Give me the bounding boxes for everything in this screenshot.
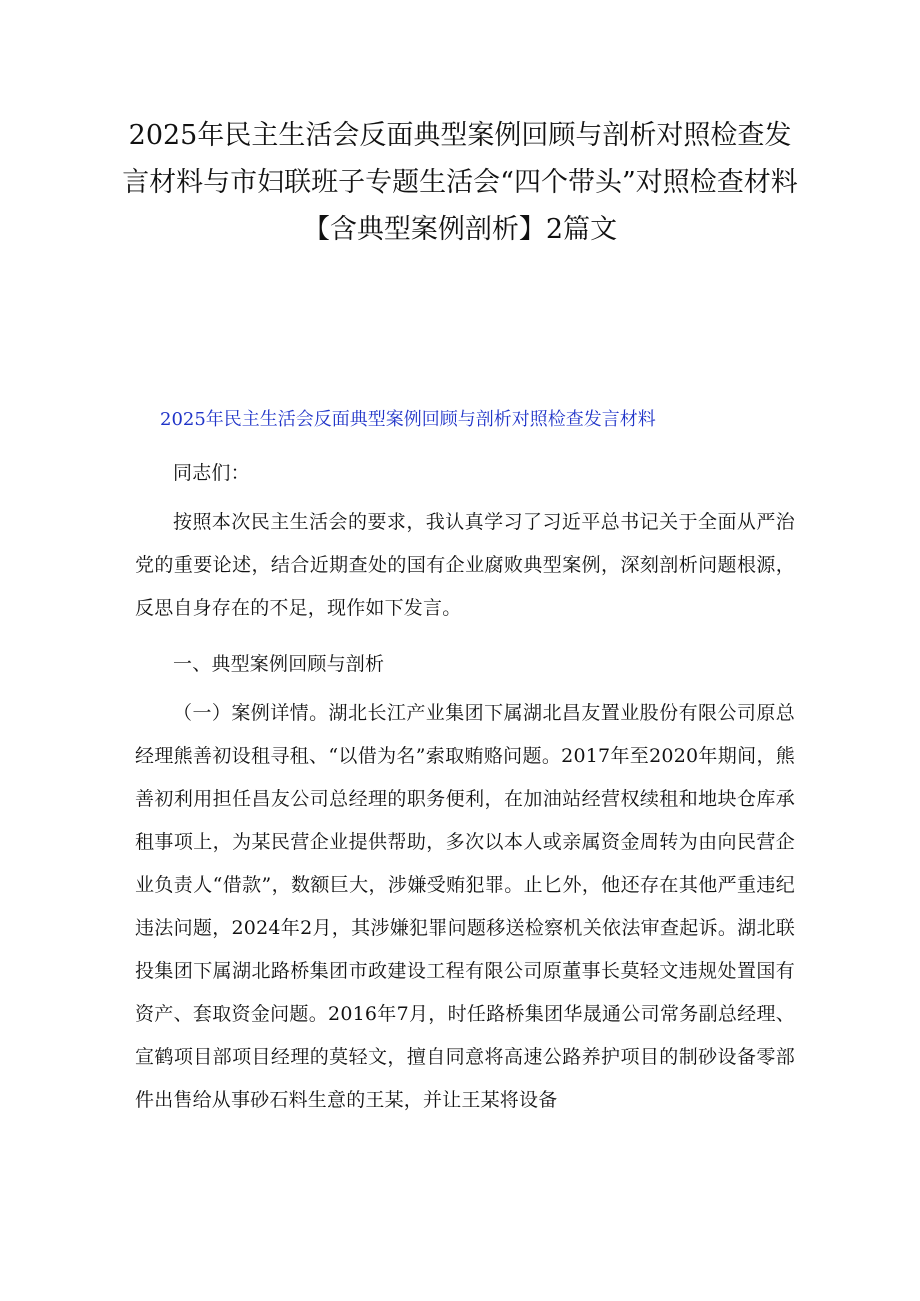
section-heading: 2025年民主生活会反面典型案例回顾与剖析对照检查发言材料 <box>160 409 656 430</box>
paragraph-section-one-heading: 一、典型案例回顾与剖析 <box>173 653 385 675</box>
paragraph-intro: 按照本次民主生活会的要求，我认真学习了习近平总书记关于全面从严治党的重要论述，结合近期查处的国有企业腐败典型案例，深刻剖析问题根源，反思自身存在的不足，现作如下发言。 <box>135 511 795 619</box>
document-title: 2025年民主生活会反面典型案例回顾与剖析对照检查发言材料与市妇联班子专题生活会“四个带头”对照检查材料【含典型案例剖析】2篇文 <box>122 120 798 245</box>
paragraph-case-details: （一）案例详情。湖北长江产业集团下属湖北昌友置业股份有限公司原总经理熊善初设租寻租、“以借为名”索取贿赂问题。2017年至2020年期间，熊善初利用担任昌友公司总经理的职务便利，在加油站经营权续租和地块仓库承租事项上，为某民营企业提供帮助，多次以本人或亲属资金周转为由向民营企业负责人“借款”，数额巨大，涉嫌受贿犯罪。止匕外，他还存在其他严重违纪违法问题，2024年2月，其涉嫌犯罪问题移送检察机关依法审查起诉。湖北联投集团下属湖北路桥集团市政建设工程有限公司原董事长莫轻文违规处置国有资产、套取资金问题。2016年7月，时任路桥集团华晟通公司常务副总经理、宣鹤项目部项目经理的莫轻文，擅自同意将高速公路养护项目的制砂设备零部件出售给从事砂石料生意的王某，并让王某将设备 <box>135 702 795 1111</box>
paragraph-greeting: 同志们： <box>173 462 250 484</box>
document-body <box>135 452 795 1135</box>
